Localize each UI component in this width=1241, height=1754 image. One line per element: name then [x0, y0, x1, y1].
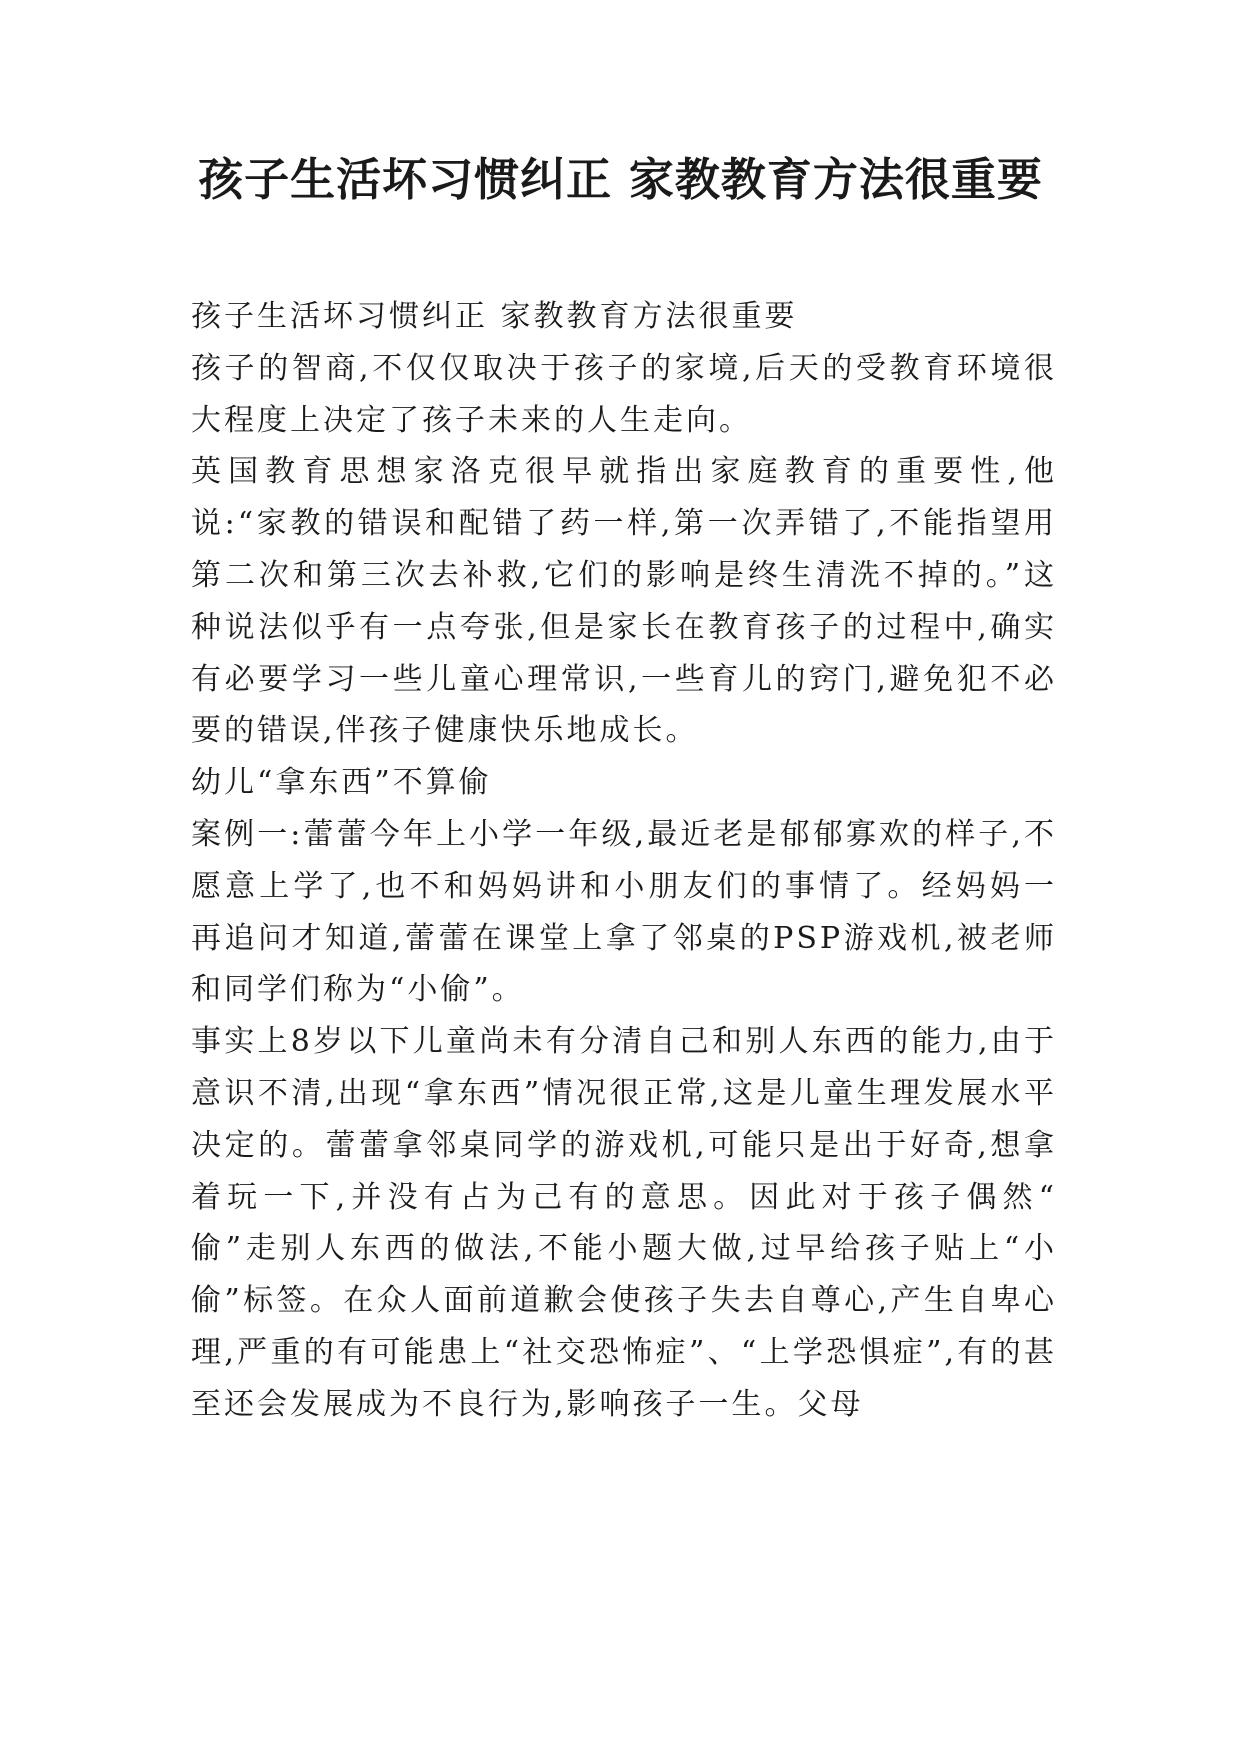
section-heading: 幼儿“拿东西”不算偷	[191, 765, 492, 801]
document-body	[191, 291, 1057, 1431]
subtitle-paragraph: 孩子生活坏习惯纠正 家教教育方法很重要	[191, 299, 798, 334]
locke-quote-paragraph: 英国教育思想家洛克很早就指出家庭教育的重要性,他说:“家教的错误和配错了药一样,第一次弄错了,不能指望用第二次和第三次去补救,它们的影响是终生清洗不掉的。”这种说法似乎有一点夸张,但是家长在教育孩子的过程中,确实有必要学习一些儿童心理常识,一些育儿的窍门,避免犯不必要的错误,伴孩子健康快乐地成长。	[191, 454, 1057, 749]
case-one-paragraph: 案例一:蕾蕾今年上小学一年级,最近老是郁郁寡欢的样子,不愿意上学了,也不和妈妈讲和小朋友们的事情了。经妈妈一再追问才知道,蕾蕾在课堂上拿了邻桌的PSP游戏机,被老师和同学们称为“小偷”。	[191, 816, 1057, 1008]
analysis-paragraph: 事实上8岁以下儿童尚未有分清自己和别人东西的能力,由于意识不清,出现“拿东西”情况很正常,这是儿童生理发展水平决定的。蕾蕾拿邻桌同学的游戏机,可能只是出于好奇,想拿着玩一下,并没有占为己有的意思。因此对于孩子偶然“ 偷”走别人东西的做法,不能小题大做,过早给孩子贴上“小偷”标签。在众人面前道歉会使孩子失去自尊心,产生自卑心理,严重的有可能患上“社交恐怖症”、“上学恐惧症”,有的甚至还会发展成为不良行为,影响孩子一生。父母	[191, 1024, 1057, 1422]
document-title: 孩子生活坏习惯纠正 家教教育方法很重要	[198, 153, 1043, 206]
intro-paragraph: 孩子的智商,不仅仅取决于孩子的家境,后天的受教育环境很大程度上决定了孩子未来的人生走向。	[191, 350, 1057, 438]
